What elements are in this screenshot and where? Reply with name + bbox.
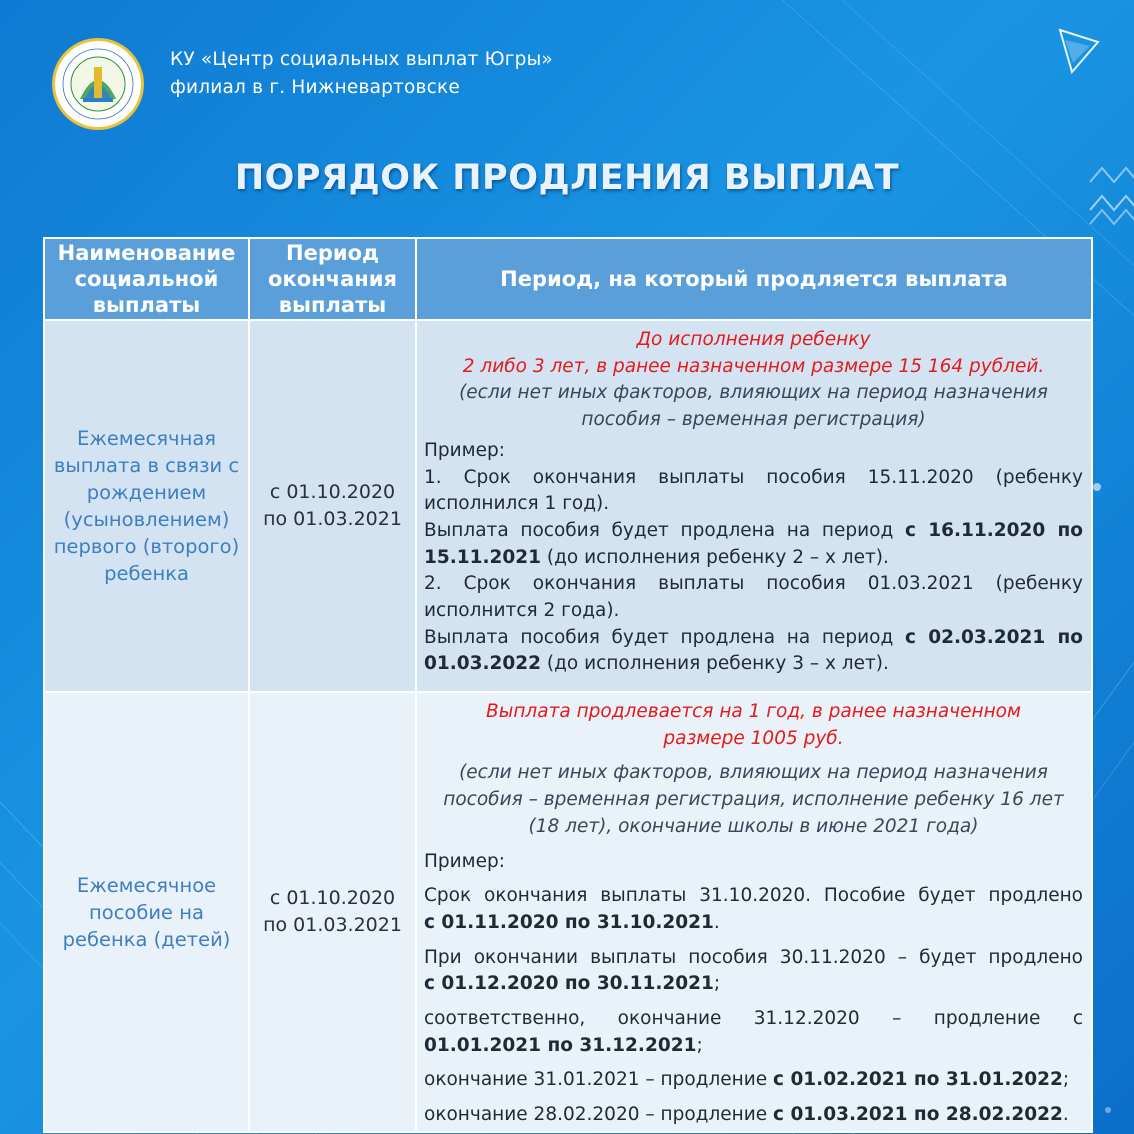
highlight-line: До исполнения ребенку: [636, 329, 871, 350]
table-row: [44, 320, 1092, 692]
extension-description: [416, 320, 1092, 692]
note-line: пособия – временная регистрация, исполнение ребенку 16 лет: [443, 789, 1064, 811]
org-branch: филиал в г. Нижневартовске: [170, 77, 460, 98]
header-name: Наименование социальной выплаты: [44, 238, 249, 320]
highlight-line: Выплата продлевается на 1 год, в ранее назначенном: [486, 701, 1021, 722]
table-row: [44, 692, 1092, 1132]
example-text: Выплата пособия будет продлена на период с 02.03.2021 по: [424, 626, 1083, 648]
example-text: соответственно, окончание 31.12.2020 – продление с: [424, 1008, 1083, 1030]
period-to: по 01.03.2021: [263, 914, 402, 936]
example-text: 01.03.2022 (до исполнения ребенку 3 – х лет).: [424, 653, 889, 675]
example-text: исполнился 1 год).: [424, 493, 610, 515]
period-from: с 01.10.2020: [269, 481, 396, 503]
example-text: 1. Срок окончания выплаты пособия 15.11.2020 (ребенку: [424, 466, 1083, 488]
example-text: с 01.11.2020 по 31.10.2021.: [424, 911, 720, 933]
period-cell: [249, 692, 416, 1132]
example-label: Пример:: [424, 439, 505, 461]
period-cell: [249, 320, 416, 692]
header-extension-period: Период, на который продляется выплата: [416, 238, 1092, 320]
header: [52, 38, 752, 130]
example-text: Срок окончания выплаты 31.10.2020. Пособие будет продлено: [424, 885, 1083, 907]
payments-table: [43, 237, 1093, 1133]
example-text: окончание 31.01.2021 – продление с 01.02.2021 по 31.01.2022;: [424, 1069, 1070, 1091]
example-label: Пример:: [424, 850, 505, 872]
table-header-row: [44, 238, 1092, 320]
note-line: (если нет иных факторов, влияющих на период назначения: [459, 762, 1048, 784]
header-period-end: Период окончания выплаты: [249, 238, 416, 320]
example-text: При окончании выплаты пособия 30.11.2020 – будет продлено: [424, 946, 1083, 968]
benefit-name: Ежемесячная выплата в связи с рождением (усыновлением) первого (второго) ребенка: [44, 320, 249, 692]
page-title: ПОРЯДОК ПРОДЛЕНИЯ ВЫПЛАТ: [234, 158, 900, 198]
note-line: пособия – временная регистрация): [581, 409, 926, 431]
highlight-line: размере 1005 руб.: [663, 727, 844, 749]
example-text: Выплата пособия будет продлена на период с 16.11.2020 по: [424, 519, 1083, 541]
period-from: с 01.10.2020: [269, 887, 396, 909]
period-to: по 01.03.2021: [263, 508, 402, 530]
extension-description: [416, 692, 1092, 1132]
example-text: исполнится 2 года).: [424, 600, 620, 622]
example-text: окончание 28.02.2020 – продление с 01.03.2021 по 28.02.2022.: [424, 1104, 1069, 1126]
benefit-name: Ежемесячное пособие на ребенка (детей): [44, 692, 249, 1132]
example-text: 01.01.2021 по 31.12.2021;: [424, 1034, 703, 1056]
example-text: 15.11.2021 (до исполнения ребенку 2 – х лет).: [424, 546, 889, 568]
highlight-line: 2 либо 3 лет, в ранее назначенном размере 15 164 рублей.: [462, 355, 1045, 377]
note-line: (если нет иных факторов, влияющих на период назначения: [459, 382, 1048, 404]
note-line: (18 лет), окончание школы в июне 2021 года): [528, 815, 979, 837]
example-text: 2. Срок окончания выплаты пособия 01.03.2021 (ребенку: [424, 573, 1083, 595]
example-text: с 01.12.2020 по 30.11.2021;: [424, 973, 721, 995]
logo: [52, 38, 144, 130]
org-name: КУ «Центр социальных выплат Югры»: [170, 49, 553, 70]
